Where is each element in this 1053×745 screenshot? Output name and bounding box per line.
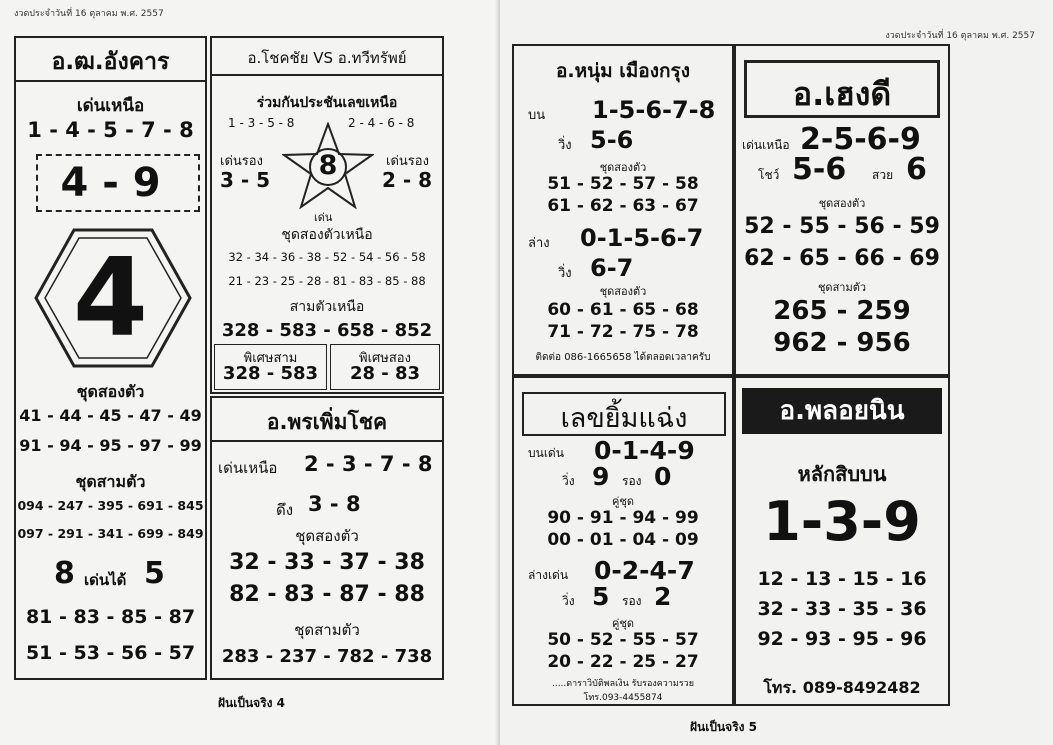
hengdee-top-numbers: 2-5-6-9	[800, 122, 921, 157]
muangkrung-two-label-1: ชุดสองตัว	[599, 161, 647, 174]
chokchai-runner-label-right: เด่นรอง	[386, 154, 429, 169]
angkhan-three-row2: 097 - 291 - 341 - 699 - 849	[17, 526, 204, 541]
muangkrung-upper-run: 5-6	[590, 126, 634, 154]
hengdee-title-frame	[744, 60, 940, 118]
angkhan-top-numbers: 1 - 4 - 5 - 7 - 8	[27, 118, 194, 142]
pornpermchok-two-row2: 82 - 83 - 87 - 88	[229, 582, 425, 607]
num-muangkrung-box	[512, 44, 734, 376]
left-footer: ฝันเป็นจริง 4	[218, 696, 286, 710]
muangkrung-upper: 1-5-6-7-8	[592, 96, 716, 124]
muangkrung-upper-run-label: วิ่ง	[558, 138, 572, 153]
left-header: งวดประจำวันที่ 16 ตุลาคม พ.ศ. 2557	[14, 9, 164, 19]
lekyim-pair-label-2: คู่ชุด	[612, 617, 634, 630]
chokchai-two-row1: 32 - 34 - 36 - 38 - 52 - 54 - 56 - 58	[228, 250, 426, 264]
pornpermchok-top-numbers: 2 - 3 - 7 - 8	[304, 452, 433, 476]
hengdee-show-label: โชว์	[758, 168, 780, 182]
chokchai-set-right: 2 - 4 - 6 - 8	[348, 116, 415, 130]
angkhan-box	[14, 36, 207, 680]
chokchai-title: อ.โชคชัย VS อ.ทวีทรัพย์	[247, 49, 407, 67]
special3-box	[214, 344, 327, 390]
lekyim-credit-2: โทร.093-4455874	[583, 693, 663, 703]
muangkrung-contact: ติดต่อ 086-1665658 ได้ตลอดเวลาครับ	[535, 352, 711, 363]
chokchai-box	[210, 36, 444, 394]
muangkrung-title: อ.หนุ่ม เมืองกรุง	[556, 60, 690, 82]
angkhan-big-digit: 4	[72, 236, 149, 361]
chokchai-three-row: 328 - 583 - 658 - 852	[221, 320, 433, 341]
pornpermchok-two-row1: 32 - 33 - 37 - 38	[229, 550, 425, 575]
hengdee-two-row1: 52 - 55 - 56 - 59	[744, 214, 940, 239]
muangkrung-lower-label: ล่าง	[528, 236, 550, 251]
lekyim-low-second-label: รอง	[622, 594, 642, 608]
hengdee-three-label: ชุดสามตัว	[817, 281, 867, 294]
angkhan-title: อ.ฒ.อังคาร	[51, 49, 170, 75]
lekyim-up-run: 9	[592, 462, 610, 491]
special2-numbers: 28 - 83	[349, 363, 421, 384]
angkhan-three-label: ชุดสามตัว	[75, 472, 146, 491]
lekyim-up-label: บนเด่น	[528, 446, 564, 460]
ploynin-row2: 32 - 33 - 35 - 36	[757, 598, 927, 620]
chokchai-two-label: ชุดสองตัวเหนือ	[281, 227, 373, 243]
muangkrung-lower: 0-1-5-6-7	[580, 224, 704, 252]
lekyim-p4: 20 - 22 - 25 - 27	[547, 652, 699, 672]
divider	[212, 440, 442, 442]
lekyim-low-run: 5	[592, 582, 610, 611]
special2-box	[330, 344, 440, 390]
angkhan-bottom-row1: 81 - 83 - 85 - 87	[25, 606, 196, 628]
lekyim-low-run-label: วิ่ง	[562, 594, 575, 608]
left-page	[0, 0, 505, 745]
muangkrung-two-b1: 60 - 61 - 65 - 68	[547, 300, 699, 320]
hengdee-three-row2: 962 - 956	[773, 328, 911, 358]
angkhan-two-row1: 41 - 44 - 45 - 47 - 49	[19, 406, 202, 425]
chokchai-runner-right: 2 - 8	[382, 168, 433, 192]
chokchai-star-digit: 8	[318, 150, 338, 181]
angkhan-two-label: ชุดสองตัว	[76, 382, 145, 401]
hengdee-title: อ.เฮงดี	[792, 75, 892, 113]
muangkrung-two-a2: 61 - 62 - 63 - 67	[547, 196, 699, 216]
lekyim-p2: 00 - 01 - 04 - 09	[547, 530, 699, 550]
ploynin-row1: 12 - 13 - 15 - 16	[757, 568, 927, 590]
pornpermchok-two-label: ชุดสองตัว	[295, 527, 359, 545]
muangkrung-upper-label: บน	[528, 108, 546, 123]
lekyim-p1: 90 - 91 - 94 - 99	[547, 508, 699, 528]
pornpermchok-title: อ.พรเพิ่มโชค	[266, 410, 388, 434]
chokchai-two-row2: 21 - 23 - 25 - 28 - 81 - 83 - 85 - 88	[228, 274, 426, 288]
hengdee-show-numbers: 5-6	[792, 152, 847, 187]
angkhan-three-row1: 094 - 247 - 395 - 691 - 845	[17, 498, 204, 513]
angkhan-top-label: เด่นเหนือ	[76, 96, 145, 116]
right-header: งวดประจำวันที่ 16 ตุลาคม พ.ศ. 2557	[885, 31, 1035, 41]
special3-label: พิเศษสาม	[243, 351, 298, 366]
angkhan-bottom-row2: 51 - 53 - 56 - 57	[25, 642, 196, 664]
pornpermchok-three-row: 283 - 237 - 782 - 738	[221, 646, 433, 667]
pornpermchok-box	[210, 396, 444, 680]
lekyimchaeng-title-frame	[522, 392, 726, 436]
angkhan-two-row2: 91 - 94 - 95 - 97 - 99	[19, 436, 202, 455]
lekyim-up: 0-1-4-9	[594, 436, 695, 465]
ploynin-big: 1-3-9	[763, 490, 921, 553]
special3-numbers: 328 - 583	[222, 363, 319, 384]
muangkrung-two-b2: 71 - 72 - 75 - 78	[547, 322, 699, 342]
hengdee-top-label: เด่นเหนือ	[742, 138, 790, 152]
right-footer: ฝันเป็นจริง 5	[690, 720, 758, 734]
divider	[212, 74, 442, 76]
muangkrung-two-label-2: ชุดสองตัว	[599, 285, 647, 298]
lekyim-low-label: ล่างเด่น	[528, 568, 569, 582]
hengdee-two-row2: 62 - 65 - 66 - 69	[744, 246, 940, 271]
chokchai-three-label: สามตัวเหนือ	[289, 299, 365, 315]
angkhan-pair-mid: เด่นได้	[84, 571, 127, 589]
ploynin-subtitle: หลักสิบบน	[797, 462, 887, 486]
hengdee-box	[734, 44, 950, 376]
angkhan-pair-left: 8	[54, 556, 75, 591]
muangkrung-lower-run-label: วิ่ง	[558, 266, 572, 281]
lekyim-credit-1: .....ดาราวิบัติพลเงิน รับรองความรวย	[551, 679, 695, 689]
lekyimchaeng-title: เลขยิ้มแฉ่ง	[560, 403, 688, 434]
hengdee-beauty: 6	[906, 152, 927, 187]
lekyim-p3: 50 - 52 - 55 - 57	[547, 630, 699, 650]
pornpermchok-three-label: ชุดสามตัว	[294, 621, 360, 639]
hengdee-two-label: ชุดสองตัว	[818, 197, 866, 210]
lekyim-up-second-label: รอง	[622, 474, 642, 488]
hengdee-three-row1: 265 - 259	[773, 296, 911, 326]
right-page	[500, 0, 1053, 745]
hengdee-beauty-label: สวย	[872, 168, 894, 182]
divider	[16, 80, 205, 82]
angkhan-pair-right: 5	[144, 556, 165, 591]
lekyimchaeng-box	[512, 376, 734, 706]
special2-label: พิเศษสอง	[359, 351, 411, 366]
chokchai-star-label: เด่น	[314, 211, 333, 224]
lekyim-low-second: 2	[654, 582, 672, 611]
chokchai-subtitle: ร่วมกันประชันเลขเหนือ	[256, 95, 398, 111]
chokchai-set-left: 1 - 3 - 5 - 8	[228, 116, 295, 130]
pornpermchok-top-label: เด่นเหนือ	[218, 459, 278, 477]
lekyim-up-second: 0	[654, 462, 672, 491]
ploynin-row3: 92 - 93 - 95 - 96	[757, 628, 927, 650]
ploynin-box	[734, 376, 950, 706]
ploynin-phone: โทร. 089-8492482	[763, 678, 921, 697]
lekyim-up-run-label: วิ่ง	[562, 474, 575, 488]
lekyim-pair-label-1: คู่ชุด	[612, 495, 634, 508]
pornpermchok-pull-numbers: 3 - 8	[308, 492, 361, 516]
lekyim-low: 0-2-4-7	[594, 556, 695, 585]
angkhan-boxed-numbers: 4 - 9	[60, 160, 161, 206]
muangkrung-two-a1: 51 - 52 - 57 - 58	[547, 174, 699, 194]
chokchai-runner-left: 3 - 5	[220, 168, 271, 192]
muangkrung-lower-run: 6-7	[590, 254, 634, 282]
pornpermchok-pull-label: ดึง	[276, 501, 294, 519]
ploynin-title: อ.พลอยนิน	[742, 388, 942, 434]
chokchai-runner-label-left: เด่นรอง	[220, 154, 263, 169]
